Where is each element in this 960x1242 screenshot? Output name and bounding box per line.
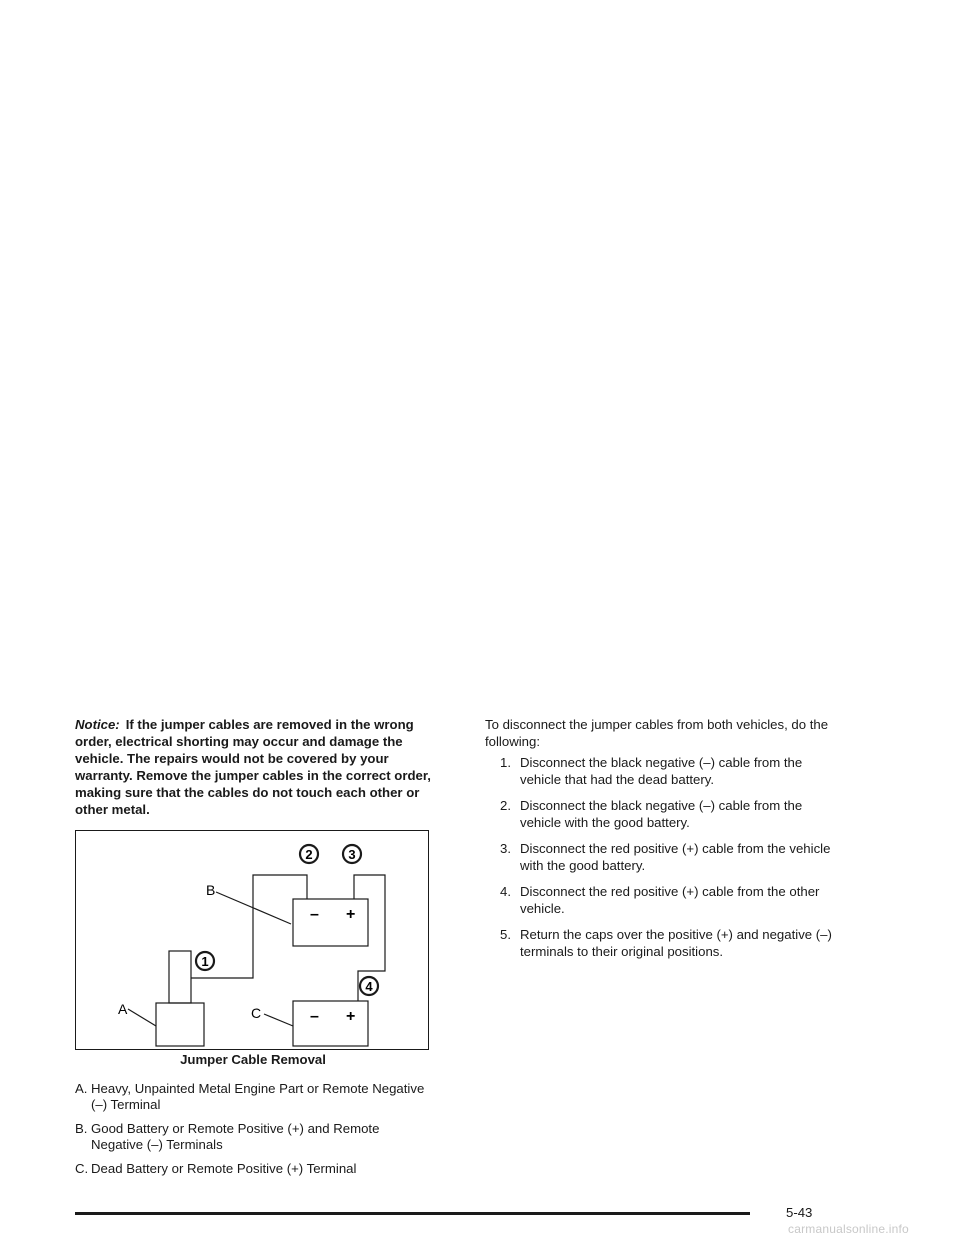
legend-text: Dead Battery or Remote Positive (+) Terminal: [91, 1161, 357, 1176]
callout-3-number: 3: [348, 847, 356, 862]
notice-lead: Notice:: [75, 717, 120, 732]
step-number: 1.: [500, 755, 511, 770]
legend-key: B.: [75, 1121, 88, 1136]
legend-key: C.: [75, 1161, 89, 1176]
step-item: [500, 754, 845, 788]
jumper-cable-diagram: [76, 831, 427, 1048]
figure-caption: Jumper Cable Removal: [180, 1052, 326, 1067]
good-minus-sign: –: [310, 906, 319, 923]
callout-2: [300, 845, 318, 863]
step-number: 2.: [500, 798, 511, 813]
good-battery: [293, 899, 368, 946]
engine-post: [169, 951, 191, 1003]
jumper-cable-figure: [75, 830, 429, 1050]
label-c: C: [251, 1005, 262, 1021]
callout-2-number: 2: [305, 847, 313, 862]
step-text: Disconnect the black negative (–) cable from the vehicle with the good battery.: [520, 798, 803, 830]
step-number: 4.: [500, 884, 511, 899]
legend-text: Heavy, Unpainted Metal Engine Part or Remote Negative (–) Terminal: [91, 1081, 425, 1112]
callout-4: [360, 977, 378, 995]
figure-legend: [75, 1081, 431, 1177]
footer-rule: [75, 1212, 750, 1215]
step-item: [500, 883, 845, 917]
callout-1-number: 1: [201, 954, 209, 969]
leader-a: [128, 1009, 156, 1026]
step-text: Return the caps over the positive (+) and negative (–) terminals to their original positions.: [520, 927, 832, 959]
engine-part: [156, 1003, 204, 1046]
right-column: [485, 716, 845, 969]
page-number: 5-43: [786, 1205, 813, 1220]
good-plus-sign: +: [346, 906, 356, 923]
step-item: [500, 840, 845, 874]
step-text: Disconnect the red positive (+) cable from the other vehicle.: [520, 884, 820, 916]
dead-battery: [293, 1001, 368, 1046]
legend-text: Good Battery or Remote Positive (+) and Remote Negative (–) Terminals: [91, 1121, 380, 1152]
step-text: Disconnect the black negative (–) cable from the vehicle that had the dead battery.: [520, 755, 803, 787]
dead-minus-sign: –: [310, 1008, 319, 1025]
watermark: carmanualsonline.info: [788, 1222, 909, 1236]
label-a: A: [118, 1001, 128, 1017]
legend-key: A.: [75, 1081, 88, 1096]
step-number: 3.: [500, 841, 511, 856]
left-column: [75, 716, 431, 1185]
dead-plus-sign: +: [346, 1008, 356, 1025]
callout-4-number: 4: [365, 979, 373, 994]
leader-c: [264, 1014, 293, 1026]
legend-item: [75, 1081, 431, 1113]
legend-item: [75, 1121, 431, 1153]
label-b: B: [206, 882, 216, 898]
instructions-intro: To disconnect the jumper cables from both vehicles, do the following:: [485, 717, 829, 749]
step-number: 5.: [500, 927, 511, 942]
callout-1: [196, 952, 214, 970]
notice-text: If the jumper cables are removed in the wrong order, electrical shorting may occur and damage the vehicle. The repairs would not be covered by your warranty. Remove the jumper cables in the correct order, making sure that the cables do not touch each other or other metal.: [75, 717, 431, 817]
step-item: [500, 926, 845, 960]
legend-item: [75, 1161, 431, 1177]
step-item: [500, 797, 845, 831]
callout-3: [343, 845, 361, 863]
notice-paragraph: [75, 716, 431, 818]
step-text: Disconnect the red positive (+) cable from the vehicle with the good battery.: [520, 841, 831, 873]
